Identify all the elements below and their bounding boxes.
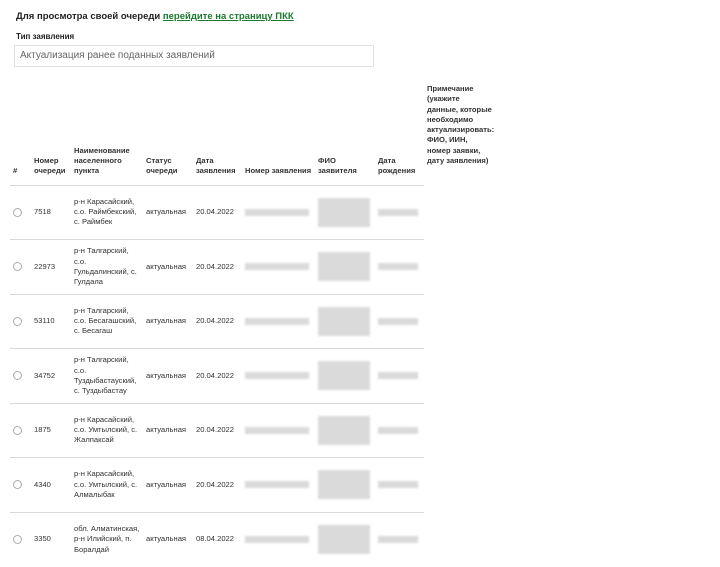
redacted-applicant-name — [318, 470, 370, 499]
queue-number-cell: 7518 — [31, 185, 71, 240]
application-type-label: Тип заявления — [16, 32, 75, 41]
birth-date-cell — [375, 349, 424, 404]
status-cell: актуальная — [143, 240, 193, 295]
row-select-radio[interactable] — [13, 426, 22, 435]
applicant-name-cell — [315, 185, 375, 240]
redacted-applicant-name — [318, 307, 370, 336]
status-cell: актуальная — [143, 349, 193, 404]
application-number-cell — [242, 458, 315, 513]
redacted-birth-date — [378, 427, 418, 434]
status-cell: актуальная — [143, 294, 193, 349]
note-cell[interactable] — [424, 294, 495, 349]
col-header-note: Примечание (укажите данные, которые необходимо актуализировать: ФИО, ИИН, номер заявки, дату заявления) — [427, 84, 495, 165]
queue-number-cell: 34752 — [31, 349, 71, 404]
col-header-index: # — [13, 166, 18, 176]
row-select-cell[interactable] — [10, 403, 31, 458]
note-cell[interactable] — [424, 349, 495, 404]
redacted-application-number — [245, 372, 309, 379]
application-number-cell — [242, 185, 315, 240]
application-number-cell — [242, 403, 315, 458]
row-select-cell[interactable] — [10, 294, 31, 349]
intro-line — [16, 11, 294, 22]
table-row[interactable] — [10, 512, 495, 567]
application-date-cell: 20.04.2022 — [193, 294, 242, 349]
redacted-applicant-name — [318, 525, 370, 554]
redacted-birth-date — [378, 318, 418, 325]
row-select-radio[interactable] — [13, 317, 22, 326]
note-cell[interactable] — [424, 512, 495, 567]
row-select-radio[interactable] — [13, 371, 22, 380]
redacted-application-number — [245, 263, 309, 270]
status-cell: актуальная — [143, 185, 193, 240]
settlement-cell: р-н Талгарский, с.о. Бесагашский, с. Бесагаш — [71, 294, 143, 349]
redacted-birth-date — [378, 536, 418, 543]
queue-number-cell: 22973 — [31, 240, 71, 295]
redacted-birth-date — [378, 209, 418, 216]
applicant-name-cell — [315, 240, 375, 295]
redacted-birth-date — [378, 263, 418, 270]
row-select-cell[interactable] — [10, 458, 31, 513]
redacted-application-number — [245, 481, 309, 488]
status-cell: актуальная — [143, 403, 193, 458]
note-cell[interactable] — [424, 185, 495, 240]
redacted-application-number — [245, 536, 309, 543]
applicant-name-cell — [315, 349, 375, 404]
redacted-application-number — [245, 209, 309, 216]
birth-date-cell — [375, 512, 424, 567]
col-header-application-number: Номер заявления — [245, 166, 312, 176]
application-number-cell — [242, 512, 315, 567]
settlement-cell: обл. Алматинская, р-н Илийский, п. Боралдай — [71, 512, 143, 567]
row-select-cell[interactable] — [10, 349, 31, 404]
table-row[interactable] — [10, 185, 495, 240]
table-row[interactable] — [10, 294, 495, 349]
pkk-page-link[interactable]: перейдите на страницу ПКК — [162, 11, 294, 22]
intro-text: Для просмотра своей очереди — [16, 11, 161, 22]
note-cell[interactable] — [424, 458, 495, 513]
redacted-applicant-name — [318, 198, 370, 227]
application-date-cell: 08.04.2022 — [193, 512, 242, 567]
table-row[interactable] — [10, 240, 495, 295]
row-select-radio[interactable] — [13, 480, 22, 489]
status-cell: актуальная — [143, 512, 193, 567]
col-header-queue-number: Номер очереди — [34, 156, 66, 176]
col-header-application-date: Дата заявления — [196, 156, 236, 176]
redacted-birth-date — [378, 372, 418, 379]
birth-date-cell — [375, 294, 424, 349]
queue-number-cell: 1875 — [31, 403, 71, 458]
col-header-birth-date: Дата рождения — [378, 156, 416, 176]
birth-date-cell — [375, 240, 424, 295]
birth-date-cell — [375, 458, 424, 513]
row-select-radio[interactable] — [13, 535, 22, 544]
settlement-cell: р-н Карасайский, с.о. Умтылский, с. Жалпаксай — [71, 403, 143, 458]
note-cell[interactable] — [424, 403, 495, 458]
application-date-cell: 20.04.2022 — [193, 240, 242, 295]
application-date-cell: 20.04.2022 — [193, 185, 242, 240]
settlement-cell: р-н Талгарский, с.о. Туздыбастауский, с. Туздыбастау — [71, 349, 143, 404]
application-date-cell: 20.04.2022 — [193, 403, 242, 458]
applicant-name-cell — [315, 294, 375, 349]
note-cell[interactable] — [424, 240, 495, 295]
col-header-applicant-name: ФИО заявителя — [318, 156, 357, 176]
row-select-cell[interactable] — [10, 240, 31, 295]
row-select-radio[interactable] — [13, 208, 22, 217]
table-row[interactable] — [10, 349, 495, 404]
redacted-birth-date — [378, 481, 418, 488]
queue-number-cell: 53110 — [31, 294, 71, 349]
settlement-cell: р-н Карасайский, с.о. Умтылский, с. Алмалыбак — [71, 458, 143, 513]
redacted-application-number — [245, 427, 309, 434]
birth-date-cell — [375, 185, 424, 240]
application-date-cell: 20.04.2022 — [193, 349, 242, 404]
queue-number-cell: 3350 — [31, 512, 71, 567]
status-cell: актуальная — [143, 458, 193, 513]
table-row[interactable] — [10, 458, 495, 513]
settlement-cell: р-н Талгарский, с.о. Гульдалинский, с. Гулдала — [71, 240, 143, 295]
table-row[interactable] — [10, 403, 495, 458]
applicant-name-cell — [315, 512, 375, 567]
row-select-radio[interactable] — [13, 262, 22, 271]
redacted-applicant-name — [318, 252, 370, 281]
redacted-applicant-name — [318, 361, 370, 390]
col-header-settlement: Наименование населенного пункта — [74, 145, 130, 176]
queue-number-cell: 4340 — [31, 458, 71, 513]
redacted-application-number — [245, 318, 309, 325]
settlement-cell: р-н Карасайский, с.о. Раймбекский, с. Раймбек — [71, 185, 143, 240]
col-header-queue-status: Статус очереди — [146, 156, 178, 176]
row-select-cell[interactable] — [10, 185, 31, 240]
redacted-applicant-name — [318, 416, 370, 445]
application-number-cell — [242, 240, 315, 295]
row-select-cell[interactable] — [10, 512, 31, 567]
application-number-cell — [242, 294, 315, 349]
application-number-cell — [242, 349, 315, 404]
applicant-name-cell — [315, 403, 375, 458]
birth-date-cell — [375, 403, 424, 458]
application-type-select[interactable]: Актуализация ранее поданных заявлений — [14, 45, 374, 67]
queue-table — [10, 84, 495, 567]
application-date-cell: 20.04.2022 — [193, 458, 242, 513]
applicant-name-cell — [315, 458, 375, 513]
